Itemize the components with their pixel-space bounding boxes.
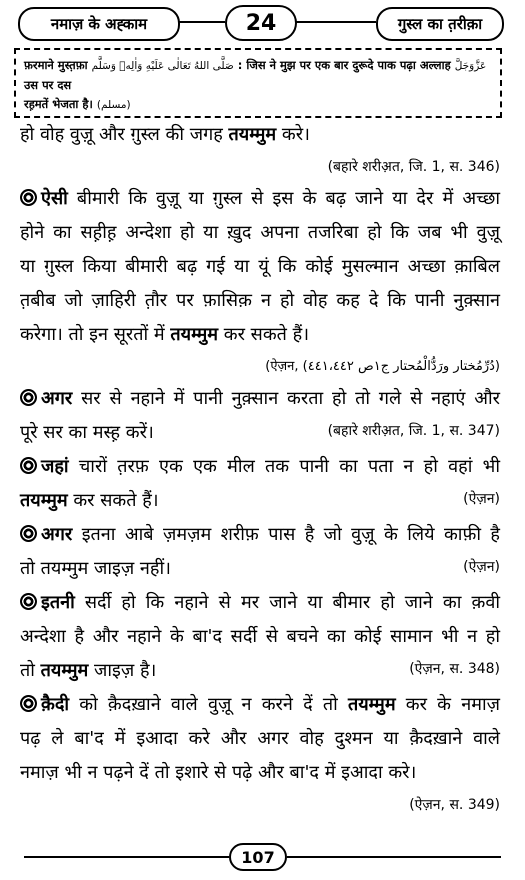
text: हो वोह वुज़ू और ग़ुस्ल की जगह	[20, 124, 223, 145]
p6-line-1	[20, 688, 500, 722]
p1-line-4: त़बीब जो ज़ाहिरी त़ौर पर फ़ासिक़ न हो वोह कह दे कि पानी नुक़्सान	[20, 290, 500, 311]
keyword: तयम्मुम	[170, 324, 219, 345]
notice-line-1	[24, 56, 492, 95]
notice-text: : जिस ने मुझ पर एक बार दुरूदे पाक पढ़ा	[237, 58, 416, 72]
text: तो तयम्मुम जाइज़ नहीं।	[20, 558, 171, 579]
p2-line-1	[20, 382, 500, 416]
flower-bullet-icon	[20, 525, 37, 542]
text: कर सकते हैं।	[223, 324, 310, 345]
text: तो	[20, 660, 35, 681]
p1-line-3: या ग़ुस्ल किया बीमारी बढ़ गई या यूं कि कोई मुसल्मान अच्छा क़ाबिल	[20, 256, 500, 277]
p5-line-3	[20, 654, 500, 688]
reference-arabic: (دُرِّمُختار ورَدُّالْمُحتار ج١ص ٤٤١،٤٤٢)	[302, 359, 500, 374]
keyword: ऐसी	[41, 188, 68, 209]
keyword: क़ैदी	[41, 694, 70, 715]
header-rule-left	[176, 21, 225, 23]
reference: (ऐज़न)	[463, 491, 500, 507]
p6-line-3: नमाज़ भी न पढ़ने दें तो इशारे से पढ़े और बा'द में इआदा करे।	[20, 762, 417, 783]
reference: (बहारे शरीअ़त, जि. 1, स. 347)	[327, 423, 500, 439]
p1-line-2: होने का सह़ीह़ अन्देशा हो या ख़ुद अपना तजरिबा हो कि जब भी वुज़ू	[20, 222, 500, 243]
p1-line-1	[20, 182, 500, 216]
p0-line-1	[20, 118, 500, 152]
reference: (बहारे शरीअ़त, जि. 1, स. 346)	[327, 159, 500, 175]
text: कर के नमाज़	[405, 694, 500, 715]
text: इतना आबे ज़मज़म शरीफ़ पास है जो वुज़ू के लिये काफ़ी है	[81, 524, 500, 545]
flower-bullet-icon	[20, 457, 37, 474]
header-chapter-title: गुस्ल का त़रीक़ा	[376, 7, 504, 41]
text: सर से नहाने में पानी नुक़्सान करता हो तो गले से नहाएं और	[81, 388, 500, 409]
flower-bullet-icon	[20, 593, 37, 610]
p5-line-1	[20, 586, 500, 620]
reference-prefix: (ऐज़न,	[265, 359, 299, 374]
hadith-notice-box	[14, 48, 502, 118]
keyword: तयम्मुम	[40, 660, 89, 681]
text: कर सकते हैं।	[73, 490, 159, 511]
flower-bullet-icon	[20, 389, 37, 406]
footer-rule-left	[24, 856, 229, 858]
text: सर्दी हो कि नहाने से मर जाने या बीमार हो जाने का क़वी	[84, 592, 500, 613]
p1-line-5	[20, 318, 500, 352]
text: करे।	[281, 124, 310, 145]
notice-arabic-2: عَزَّوَجَلَّ	[454, 60, 487, 72]
page-body	[20, 118, 500, 820]
keyword: तयम्मुम	[20, 490, 68, 511]
keyword: तयम्मुम	[228, 124, 277, 145]
p5-line-2: अन्देशा है और नहाने के बा'द सर्दी से बचने का कोई सामान भी न हो	[20, 626, 500, 647]
p4-line-1	[20, 518, 500, 552]
header-rule-right	[293, 21, 376, 23]
p6-line-2: पढ़ ले बा'द में इआदा करे और अगर वोह दुश्मन या क़ैदख़ाने वाले	[20, 728, 500, 749]
notice-ref: (مسلم)	[96, 99, 131, 111]
text: बीमारी कि वुज़ू या ग़ुस्ल से इस के बढ़ जाने या देर में अच्छा	[76, 188, 500, 209]
notice-prefix: फ़रमाने मुस्त़फ़ा	[24, 58, 88, 72]
footer-rule-right	[287, 856, 501, 858]
keyword: अगर	[41, 524, 73, 545]
page-number: 107	[229, 843, 287, 871]
p4-line-2	[20, 552, 500, 586]
reference	[20, 352, 500, 382]
text: करेगा। तो इन सूरतों में	[20, 324, 165, 345]
text: चारों त़रफ़ एक एक मील तक पानी का पता न हो वहां भी	[78, 456, 500, 477]
p3-line-2	[20, 484, 500, 518]
reference: (ऐज़न)	[463, 559, 500, 575]
p2-line-2	[20, 416, 500, 450]
notice-line2-text: रह़मतें भेजता है।	[24, 97, 93, 111]
keyword: तयम्मुम	[347, 694, 396, 715]
notice-allah: अल्लाह	[419, 58, 451, 72]
text: पूरे सर का मस्ह़ करें।	[20, 422, 154, 443]
notice-end: उस पर दस	[24, 78, 72, 92]
header-chapter-number: 24	[225, 5, 297, 41]
flower-bullet-icon	[20, 695, 37, 712]
header-book-title: नमाज़ के अह्काम	[18, 7, 180, 41]
text: जाइज़ है।	[94, 660, 157, 681]
keyword: जहां	[41, 456, 69, 477]
notice-arabic-salutation: صَلَّى اللهُ تَعَالٰى عَلَيْهِ وَاٰلِهٖ وَسَلَّم	[91, 60, 234, 72]
text: को क़ैदख़ाने वाले वुज़ू न करने दें तो	[79, 694, 338, 715]
p3-line-1	[20, 450, 500, 484]
reference: (ऐज़न, स. 349)	[409, 797, 500, 813]
keyword: अगर	[41, 388, 73, 409]
notice-line-2	[24, 95, 492, 115]
keyword: इतनी	[41, 592, 75, 613]
flower-bullet-icon	[20, 189, 37, 206]
reference: (ऐज़न, स. 348)	[409, 661, 500, 677]
